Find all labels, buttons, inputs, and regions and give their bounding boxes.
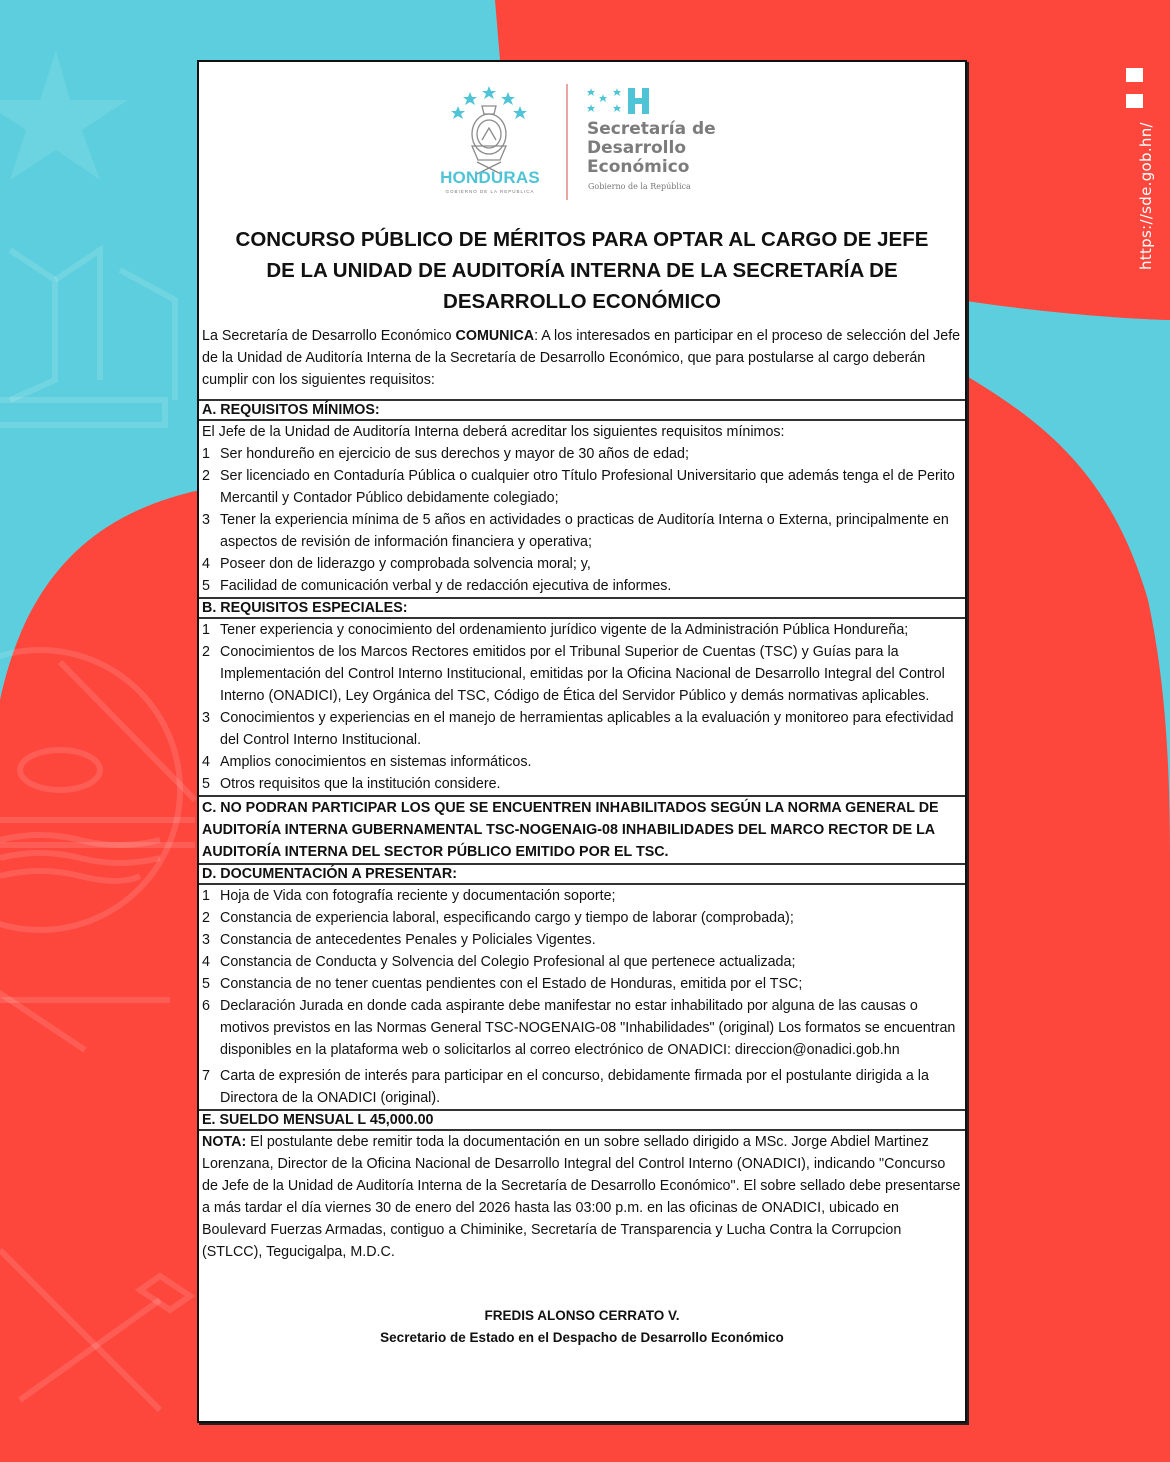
- list-item: [202, 707, 962, 751]
- intro-lead: La Secretaría de Desarrollo Económico: [202, 328, 456, 344]
- nota-text: El postulante debe remitir toda la documentación en un sobre sellado dirigido a MSc. Jorge Abdiel Martinez Lorenzana, Director de la Oficina Nacional de Desarrollo Integral del Control Interno (ONADICI), indicando "Concurso de Jefe de la Unidad de Auditoría Interna de la Secretaría de Desarrollo Económico". El sobre sellado debe presentarse a más tardar el día viernes 30 de enero del 2026 hasta las 03:00 p.m. en las oficinas de ONADICI, ubicado en Boulevard Fuerzas Armadas, contiguo a Chiminike, Secretaría de Transparencia y Lucha Contra la Corrupcion (STLCC), Tegucigalpa, M.D.C.: [202, 1134, 961, 1260]
- item-text: Constancia de experiencia laboral, especificando cargo y tiempo de laborar (comprobada);: [220, 910, 794, 926]
- list-item: [202, 465, 962, 509]
- item-text: Tener la experiencia mínima de 5 años en actividades o practicas de Auditoría Interna o Externa, principalmente en aspectos de revisión de información financiera y operativa;: [220, 512, 949, 550]
- item-text: Conocimientos de los Marcos Rectores emitidos por el Tribunal Superior de Cuentas (TSC) y Guías para la Implementación del Control Interno Institucional, emitidas por la Oficina Nacional de Desarrollo Integral del Control Interno (ONADICI), Ley Orgánica del TSC, Código de Ética del Servidor Público y demás normativas aplicables.: [220, 644, 945, 704]
- item-number: 2: [202, 910, 210, 926]
- item-text: Ser hondureño en ejercicio de sus derechos y mayor de 30 años de edad;: [220, 446, 689, 462]
- item-number: 4: [202, 754, 210, 770]
- item-text: Amplios conocimientos en sistemas informáticos.: [220, 754, 532, 770]
- item-text: Otros requisitos que la institución considere.: [220, 776, 501, 792]
- item-number: 4: [202, 556, 210, 572]
- section-b-body: [199, 619, 965, 795]
- item-text: Facilidad de comunicación verbal y de redacción ejecutiva de informes.: [220, 578, 672, 594]
- item-number: 2: [202, 644, 210, 660]
- list-item: [202, 885, 962, 907]
- section-e-salary: E. SUELDO MENSUAL L 45,000.00: [199, 1109, 965, 1131]
- item-number: 3: [202, 710, 210, 726]
- list-item: [202, 973, 962, 995]
- intro-paragraph: [199, 323, 965, 399]
- list-item: [202, 575, 962, 597]
- signatory-role: Secretario de Estado en el Despacho de Desarrollo Económico: [380, 1330, 784, 1345]
- item-text: Constancia de antecedentes Penales y Policiales Vigentes.: [220, 932, 596, 948]
- item-number: 1: [202, 622, 210, 638]
- section-d-heading: D. DOCUMENTACIÓN A PRESENTAR:: [199, 863, 965, 885]
- list-item: [202, 929, 962, 951]
- item-number: 7: [202, 1068, 210, 1084]
- nota-paragraph: [199, 1131, 965, 1263]
- list-item: [202, 1065, 962, 1109]
- logo-divider: [566, 84, 568, 200]
- sde-logo-line: Económico: [587, 157, 690, 177]
- section-a-body: [199, 421, 965, 597]
- section-a-heading: A. REQUISITOS MÍNIMOS:: [199, 399, 965, 421]
- stars-h-icon: [587, 86, 667, 118]
- sde-logo-subtitle: Gobierno de la República: [588, 182, 691, 191]
- list-item: [202, 619, 962, 641]
- sde-logo-name: [587, 120, 716, 177]
- list-item: [202, 641, 962, 707]
- item-text: Poseer don de liderazgo y comprobada solvencia moral; y,: [220, 556, 591, 572]
- item-number: 5: [202, 976, 210, 992]
- item-text: Tener experiencia y conocimiento del ordenamiento jurídico vigente de la Administración Pública Hondureña;: [220, 622, 909, 638]
- item-text: Hoja de Vida con fotografía reciente y documentación soporte;: [220, 888, 616, 904]
- item-number: 6: [202, 998, 210, 1014]
- section-d-body: [199, 885, 965, 1109]
- item-number: 3: [202, 932, 210, 948]
- intro-rest: : A los interesados en participar en el proceso de selección del Jefe de la Unidad de Auditoría Interna de la Secretaría de Desarrollo Económico, que para postularse al cargo deberán cumplir con los siguientes requisitos:: [202, 328, 961, 388]
- list-item: [202, 553, 962, 575]
- section-c-heading: C. NO PODRAN PARTICIPAR LOS QUE SE ENCUENTREN INHABILITADOS SEGÚN LA NORMA GENERAL DE AUDITORÍA INTERNA GUBERNAMENTAL TSC-NOGENAIG-08 INHABILIDADES DEL MARCO RECTOR DE LA AUDITORÍA INTERNA DEL SECTOR PÚBLICO EMITIDO POR EL TSC.: [199, 795, 965, 863]
- sde-logo-line: Desarrollo: [587, 138, 687, 158]
- item-number: 4: [202, 954, 210, 970]
- announcement-document: [197, 60, 967, 1423]
- item-text: Constancia de no tener cuentas pendientes con el Estado de Honduras, emitida por el TSC;: [220, 976, 803, 992]
- item-text: Ser licenciado en Contaduría Pública o cualquier otro Título Profesional Universitario que además tenga el de Perito Mercantil y Contador Público debidamente colegiado;: [220, 468, 955, 506]
- item-text: Carta de expresión de interés para participar en el concurso, debidamente firmada por el postulante dirigida a la Directora de la ONADICI (original).: [220, 1068, 929, 1106]
- signature-block: [199, 1305, 965, 1349]
- item-number: 2: [202, 468, 210, 484]
- square-icon: [1126, 68, 1143, 82]
- website-url[interactable]: https://sde.gob.hn/: [1137, 122, 1155, 270]
- header-logos: [199, 62, 965, 210]
- square-icon: [1126, 94, 1143, 108]
- sde-logo-line: Secretaría de: [587, 119, 716, 139]
- document-title: CONCURSO PÚBLICO DE MÉRITOS PARA OPTAR AL CARGO DE JEFE DE LA UNIDAD DE AUDITORÍA INTERNA DE LA SECRETARÍA DE DESARROLLO ECONÓMICO: [235, 228, 929, 313]
- nota-label: NOTA:: [202, 1134, 247, 1150]
- signatory-name: FREDIS ALONSO CERRATO V.: [484, 1308, 680, 1323]
- item-number: 3: [202, 512, 210, 528]
- honduras-logo-subtitle: GOBIERNO DE LA REPÚBLICA: [445, 189, 535, 194]
- side-squares: [1126, 68, 1146, 120]
- item-text: Declaración Jurada en donde cada aspirante debe manifestar no estar inhabilitado por alguna de las causas o motivos previstos en las Normas General TSC-NOGENAIG-08 "Inhabilidades" (original) Los formatos se encuentran disponibles en la plataforma web o solicitarlos al correo electrónico de ONADICI: direccion@onadici.gob.hn: [220, 998, 956, 1058]
- item-text: Conocimientos y experiencias en el manejo de herramientas aplicables a la evaluación y monitoreo para efectividad del Control Interno Institucional.: [220, 710, 954, 748]
- item-number: 5: [202, 578, 210, 594]
- item-text: Constancia de Conducta y Solvencia del Colegio Profesional al que pertenece actualizada;: [220, 954, 796, 970]
- list-item: [202, 509, 962, 553]
- list-item: [202, 995, 962, 1061]
- list-item: [202, 443, 962, 465]
- item-number: 1: [202, 446, 210, 462]
- list-item: [202, 751, 962, 773]
- list-item: [202, 773, 962, 795]
- section-b-heading: B. REQUISITOS ESPECIALES:: [199, 597, 965, 619]
- section-a-lead: El Jefe de la Unidad de Auditoría Interna deberá acreditar los siguientes requisitos mínimos:: [202, 424, 785, 440]
- intro-bold: COMUNICA: [455, 328, 535, 344]
- list-item: [202, 951, 962, 973]
- item-number: 5: [202, 776, 210, 792]
- list-item: [202, 907, 962, 929]
- honduras-logo-text: HONDURAS: [440, 168, 540, 187]
- item-number: 1: [202, 888, 210, 904]
